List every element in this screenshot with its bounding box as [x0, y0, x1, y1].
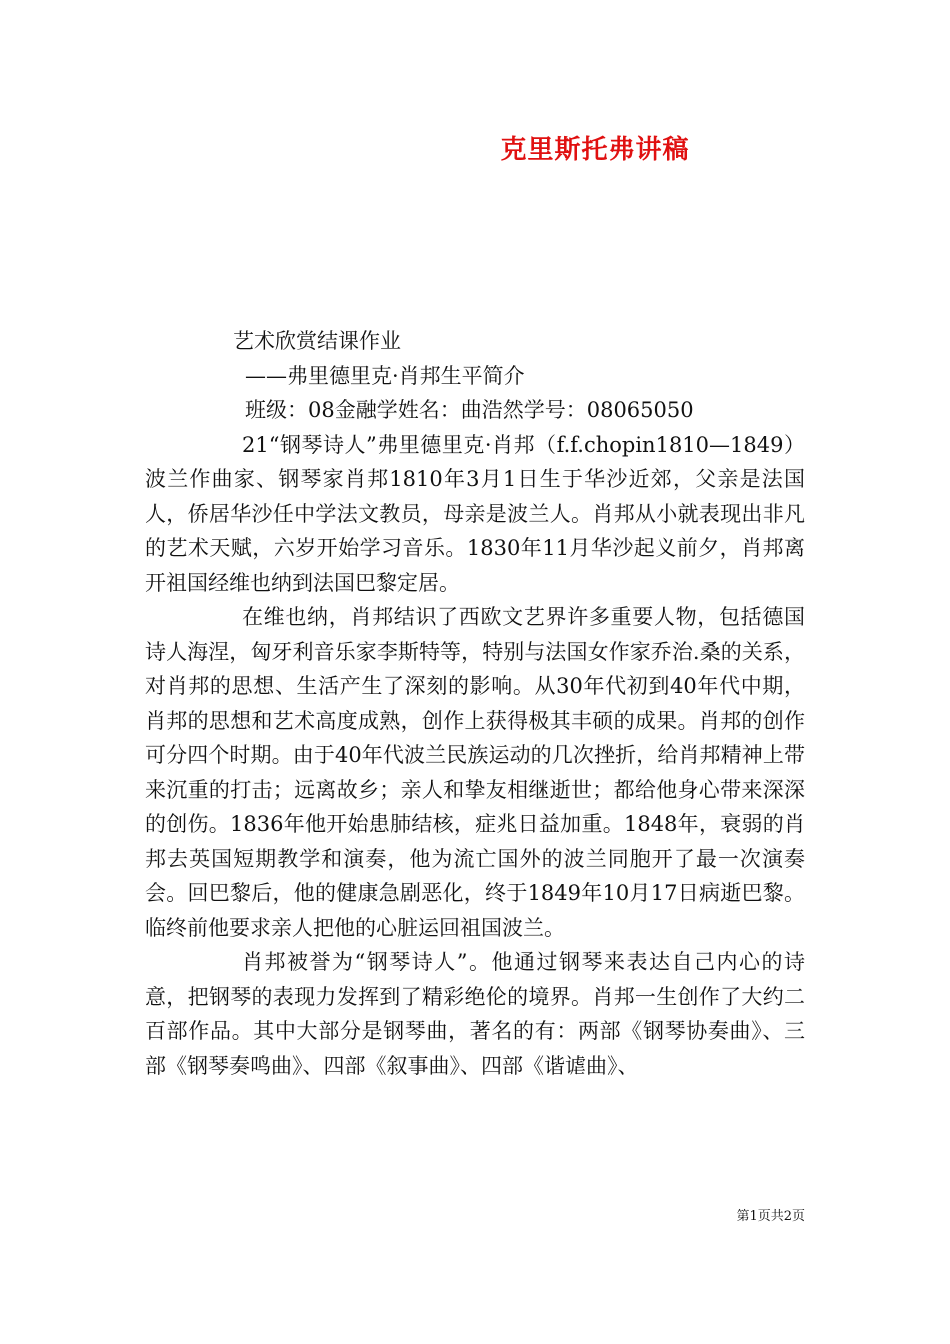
paragraph: 在维也纳，肖邦结识了西欧文艺界许多重要人物，包括德国诗人海涅，匈牙利音乐家李斯特等，特别与法国女作家乔治.桑的关系，对肖邦的思想、生活产生了深刻的影响。从30年代初到40年代中期，肖邦的思想和艺术高度成熟，创作上获得极其丰硕的成果。肖邦的创作可分四个时期。由于40年代波兰民族运动的几次挫折，给肖邦精神上带来沉重的打击；远离故乡；亲人和挚友相继逝世；都给他身心带来深深的创伤。1836年他开始患肺结核，症兆日益加重。1848年，衰弱的肖邦去英国短期教学和演奏，他为流亡国外的波兰同胞开了最一次演奏会。回巴黎后，他的健康急剧恶化，终于1849年10月17日病逝巴黎。临终前他要求亲人把他的心脏运回祖国波兰。 [145, 605, 805, 940]
paragraph: 肖邦被誉为“钢琴诗人”。他通过钢琴来表达自己内心的诗意，把钢琴的表现力发挥到了精彩绝伦的境界。肖邦一生创作了大约二百部作品。其中大部分是钢琴曲，著名的有：两部《钢琴协奏曲》、三部《钢琴奏鸣曲》、四部《叙事曲》、四部《谐谑曲》、 [145, 950, 805, 1078]
page-title: 克里斯托弗讲稿 [500, 135, 690, 165]
assignment-heading: 艺术欣赏结课作业 [233, 329, 401, 353]
document-body [145, 324, 805, 1083]
assignment-subtitle: ——弗里德里克·肖邦生平简介 [245, 363, 525, 388]
paragraph: 21“钢琴诗人”弗里德里克·肖邦（f.f.chopin1810—1849）波兰作曲家、钢琴家肖邦1810年3月1日生于华沙近郊，父亲是法国人，侨居华沙任中学法文教员，母亲是波兰人。肖邦从小就表现出非凡的艺术天赋，六岁开始学习音乐。1830年11月华沙起义前夕，肖邦离开祖国经维也纳到法国巴黎定居。 [145, 432, 805, 595]
page-footer: 第1页共2页 [736, 1209, 805, 1224]
student-info-line: 班级：08金融学姓名：曲浩然学号：08065050 [245, 398, 694, 422]
